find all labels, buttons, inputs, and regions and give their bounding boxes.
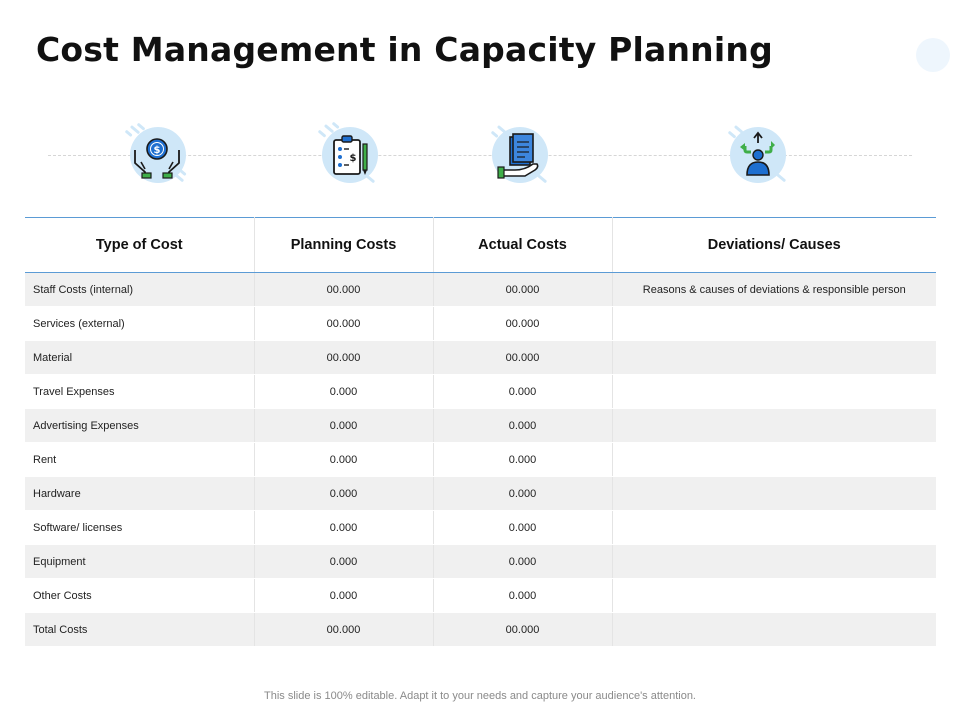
cell-type: Hardware (25, 477, 254, 511)
cell-planning: 0.000 (254, 409, 433, 443)
cell-actual: 0.000 (433, 375, 612, 409)
cell-planning: 0.000 (254, 511, 433, 545)
cell-planning: 0.000 (254, 545, 433, 579)
cell-deviation (612, 443, 936, 477)
cell-actual: 0.000 (433, 409, 612, 443)
cell-planning: 0.000 (254, 375, 433, 409)
slide-title: Cost Management in Capacity Planning (36, 30, 773, 69)
cell-type: Software/ licenses (25, 511, 254, 545)
cell-deviation (612, 375, 936, 409)
table-row-total (25, 613, 936, 647)
cell-type: Rent (25, 443, 254, 477)
table-row (25, 409, 936, 443)
table-header-row (25, 218, 936, 273)
svg-text:$: $ (349, 153, 357, 164)
cell-type: Advertising Expenses (25, 409, 254, 443)
table-row (25, 341, 936, 375)
cell-deviation (612, 511, 936, 545)
cell-planning: 00.000 (254, 307, 433, 341)
cell-type: Total Costs (25, 613, 254, 647)
cell-deviation (612, 307, 936, 341)
cell-type: Material (25, 341, 254, 375)
cell-actual: 00.000 (433, 613, 612, 647)
cell-actual: 00.000 (433, 341, 612, 375)
cell-planning: 0.000 (254, 477, 433, 511)
cell-actual: 00.000 (433, 273, 612, 307)
cell-type: Equipment (25, 545, 254, 579)
table-row (25, 477, 936, 511)
header-planning-costs: Planning Costs (254, 218, 433, 273)
cost-table (25, 217, 936, 647)
header-actual-costs: Actual Costs (433, 218, 612, 273)
cell-type: Services (external) (25, 307, 254, 341)
cell-deviation (612, 579, 936, 613)
cell-actual: 0.000 (433, 545, 612, 579)
hands-coin-icon (121, 120, 191, 190)
svg-text:$: $ (153, 145, 161, 156)
cell-type: Travel Expenses (25, 375, 254, 409)
table-row (25, 545, 936, 579)
cell-type: Other Costs (25, 579, 254, 613)
slide-footer-note: This slide is 100% editable. Adapt it to your needs and capture your audience's attention. (264, 690, 696, 702)
cell-actual: 0.000 (433, 579, 612, 613)
cell-planning: 0.000 (254, 579, 433, 613)
cell-actual: 0.000 (433, 511, 612, 545)
hand-document-icon (485, 120, 555, 190)
table-row (25, 579, 936, 613)
table-row (25, 375, 936, 409)
cell-deviation (612, 477, 936, 511)
table-row (25, 307, 936, 341)
cell-deviation (612, 409, 936, 443)
cell-actual: 0.000 (433, 443, 612, 477)
cell-actual: 0.000 (433, 477, 612, 511)
person-directions-icon (723, 120, 793, 190)
cell-type: Staff Costs (internal) (25, 273, 254, 307)
cell-actual: 00.000 (433, 307, 612, 341)
cell-deviation (612, 613, 936, 647)
cell-planning: 0.000 (254, 443, 433, 477)
table-row (25, 511, 936, 545)
table-row (25, 273, 936, 307)
header-type-of-cost: Type of Cost (25, 218, 254, 273)
table-row (25, 443, 936, 477)
cell-deviation: Reasons & causes of deviations & responsible person (612, 273, 936, 307)
cell-planning: 00.000 (254, 273, 433, 307)
cell-planning: 00.000 (254, 613, 433, 647)
decorative-circle (916, 38, 950, 72)
cell-planning: 00.000 (254, 341, 433, 375)
header-deviations-causes: Deviations/ Causes (612, 218, 936, 273)
clipboard-checklist-icon (313, 120, 383, 190)
cell-deviation (612, 341, 936, 375)
cell-deviation (612, 545, 936, 579)
